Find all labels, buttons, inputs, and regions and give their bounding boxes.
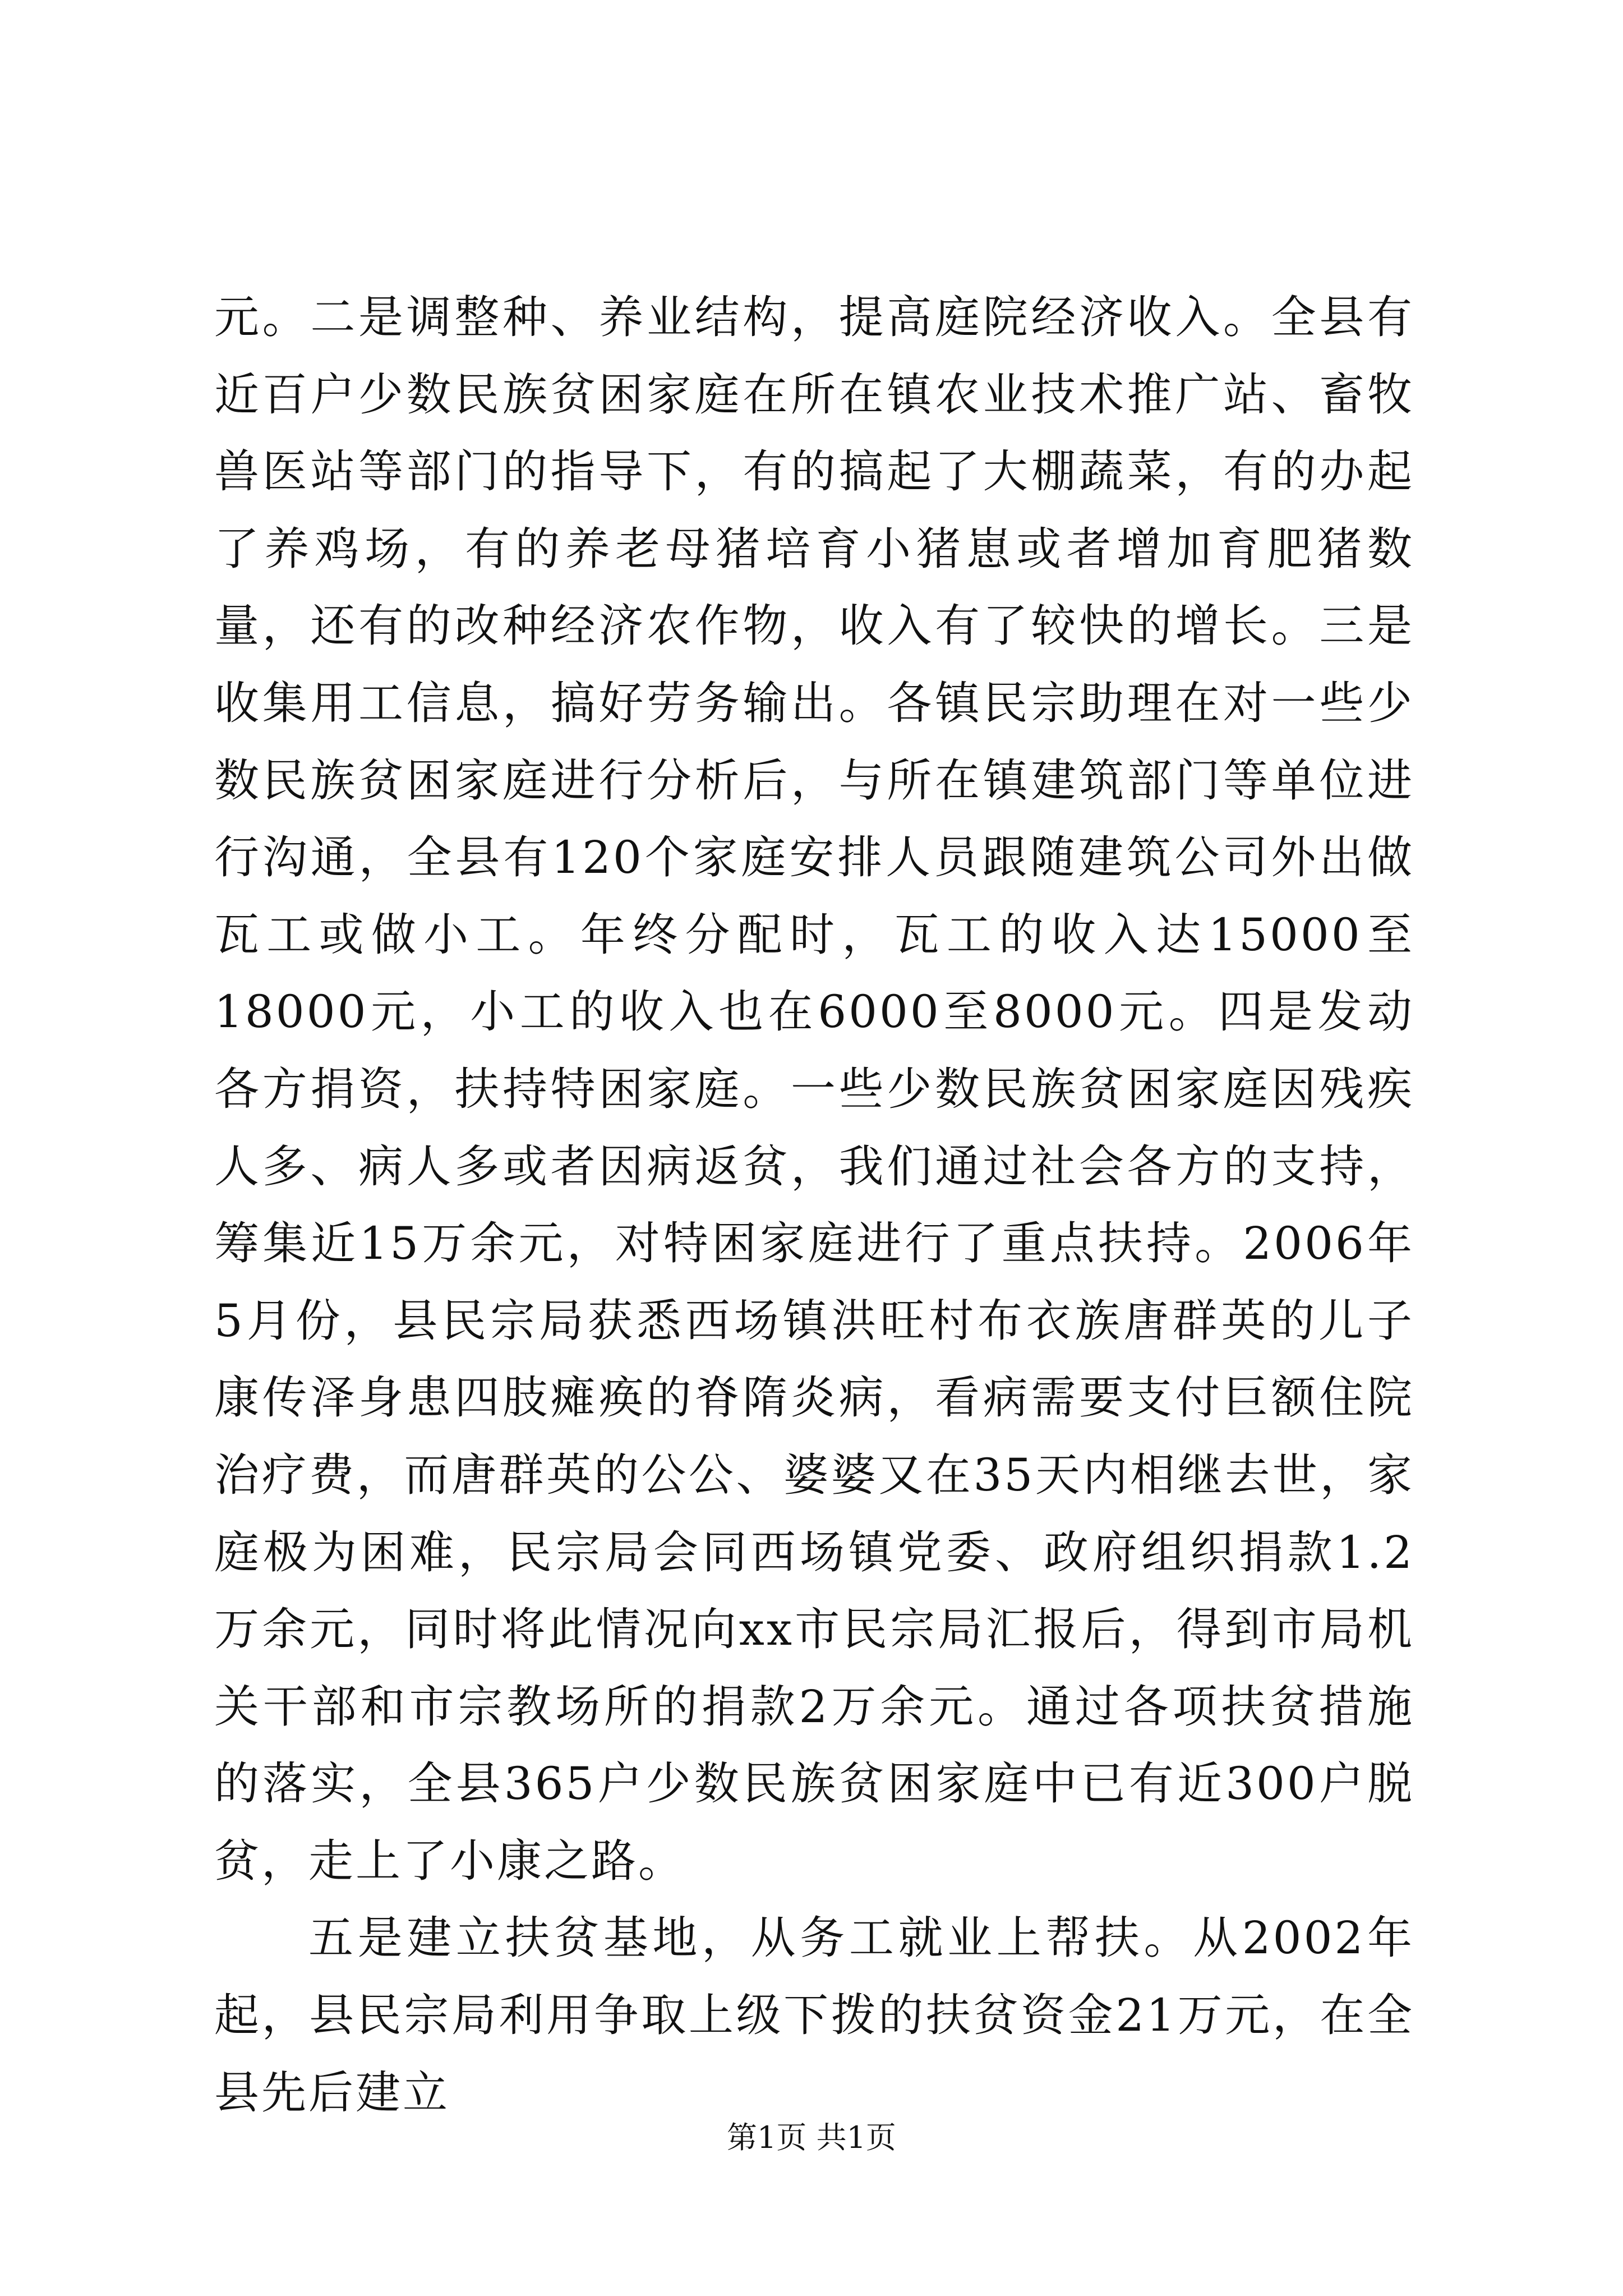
page-footer: 第1页 共1页: [727, 2120, 896, 2155]
paragraph-2: 五是建立扶贫基地，从务工就业上帮扶。从2002年起，县民宗局利用争取上级下拨的扶贫资金21万元，在全县先后建立: [214, 1912, 1414, 2119]
paragraph-1: 元。二是调整种、养业结构，提高庭院经济收入。全县有近百户少数民族贫困家庭在所在镇农业技术推广站、畜牧兽医站等部门的指导下，有的搞起了大棚蔬菜，有的办起了养鸡场，有的养老母猪培育小猪崽或者增加育肥猪数量，还有的改种经济农作物，收入有了较快的增长。三是收集用工信息，搞好劳务输出。各镇民宗助理在对一些少数民族贫困家庭进行分析后，与所在镇建筑部门等单位进行沟通，全县有120个家庭安排人员跟随建筑公司外出做瓦工或做小工。年终分配时，瓦工的收入达15000至18000元，小工的收入也在6000至8000元。四是发动各方捐资，扶持特困家庭。一些少数民族贫困家庭因残疾人多、病人多或者因病返贫，我们通过社会各方的支持，筹集近15万余元，对特困家庭进行了重点扶持。2006年5月份，县民宗局获悉西场镇洪旺村布衣族唐群英的儿子康传泽身患四肢瘫痪的脊隋炎病，看病需要支付巨额住院治疗费，而唐群英的公公、婆婆又在35天内相继去世，家庭极为困难，民宗局会同西场镇党委、政府组织捐款1.2万余元，同时将此情况向xx市民宗局汇报后，得到市局机关干部和市宗教场所的捐款2万余元。通过各项扶贫措施的落实，全县365户少数民族贫困家庭中已有近300户脱贫，走上了小康之路。: [214, 291, 1414, 1887]
document-body: [214, 279, 1414, 2131]
